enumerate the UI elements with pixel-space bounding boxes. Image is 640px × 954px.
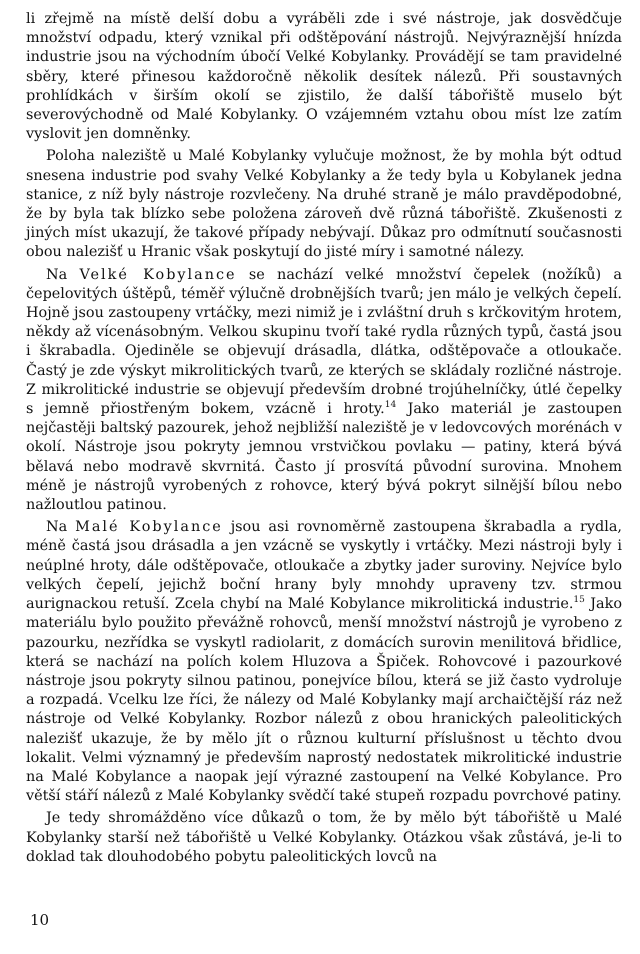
paragraph-2 xyxy=(26,147,622,262)
site-name-velka-kobylanka: Velké Kobylance xyxy=(79,266,237,283)
paragraph-2-text: Poloha naleziště u Malé Kobylanky vylučuje možnost, že by mohla být odtud snesena industrie pod svahy Velké Kobylanky a že tedy byla u Kobylanek jedna stanice, z níž byly nástroje rozvlečeny. Na druhé straně je málo pravděpodobné, že by byla tak blízko sebe položena zároveň dvě různá tábořiště. Zkušenosti z jiných míst ukazují, že takové případy nebývají. Důkaz pro odmítnutí současnosti obou nalezišť u Hranic však poskytují do jisté míry i samotné nálezy. xyxy=(26,148,622,261)
paragraph-4-text-c: Jako materiálu bylo použito převážně rohovců, menší množství nástrojů je vyrobeno z pazourku, nezřídka se vyskytl radiolarit, z domácích surovin menilitová břidlice, která se nachází na polích kolem Hluzova a Špiček. Rohovcové i pazourkové nástroje jsou pokryty silnou patinou, ponejvíce bílou, která se již často vydroluje a rozpadá. Vcelku lze říci, že nálezy od Malé Kobylanky mají archaičtější ráz než nástroje od Velké Kobylanky. Rozbor nálezů z obou hranických paleolitických nalezišť ukazuje, že by mělo jít o různou kulturní příslušnost u těchto dvou lokalit. Velmi významný je především naprostý nedostatek mikrolitické industrie na Malé Kobylance a naopak její výrazné zastoupení na Velké Kobylance. Pro větší stáří nálezů z Malé Kobylanky svědčí také stupeň rozpadu povrchové patiny. xyxy=(26,596,622,805)
paragraph-4 xyxy=(26,518,622,806)
paragraph-5-text: Je tedy shromážděno více důkazů o tom, že by mělo být tábořiště u Malé Kobylanky starší než tábořiště u Velké Kobylanky. Otázkou však zůstává, je-li to doklad tak dlouhodobého pobytu paleolitických lovců na xyxy=(26,810,622,865)
paragraph-3-text-c: Jako materiál je zastoupen nejčastěji baltský pazourek, jehož nejbližší naleziště je v ledovcových morénách v okolí. Nástroje jsou pokryty jemnou vrstvičkou povlaku — patiny, která bývá bělavá nebo modravě skvrnitá. Často jí prosvítá původní surovina. Mnohem méně je nástrojů vyrobených z rohovce, který bývá pokryt silnější bílou nebo nažloutlou patinou. xyxy=(26,401,622,514)
paragraph-3-text-a: Na xyxy=(46,266,80,283)
paragraph-3 xyxy=(26,266,622,516)
paragraph-1-text: li zřejmě na místě delší dobu a vyráběli zde i své nástroje, jak dosvědčuje množství odpadu, který vznikal při odštěpování nástrojů. Nejvýraznější hnízda industrie jsou na východním úbočí Velké Kobylanky. Provádějí se tam pravidelné sběry, které přinesou každoročně několik desítek nálezů. Při soustavných prohlídkách v širším okolí se zjistilo, že další tábořiště muselo být severovýchodně od Malé Kobylanky. O vzájemném vztahu obou míst lze zatím vyslovit jen domněnky. xyxy=(26,11,622,143)
body-text xyxy=(26,10,622,870)
page-number: 10 xyxy=(30,911,50,929)
paragraph-4-text-a: Na xyxy=(46,519,76,536)
paragraph-5 xyxy=(26,809,622,867)
paragraph-4-text-b: jsou asi rovnoměrně zastoupena škrabadla a rydla, méně častá jsou drásadla a jen vzácně se vyskytly i vrtáčky. Mezi nástroji byly i neúplné hroty, dále odštěpovače, otloukače a zbytky jader suroviny. Nejvíce bylo velkých čepelí, jejichž boční hrany byly mnohdy upraveny tzv. strmou aurignackou retuší. Zcela chybí na Malé Kobylance mikrolitická industrie. xyxy=(26,519,623,613)
footnote-ref-15: 15 xyxy=(573,595,585,606)
paragraph-3-text-b: se nachází velké množství čepelek (nožíků) a čepelovitých úštěpů, téměř výlučně drobnějších tvarů; jen málo je velkých čepelí. Hojně jsou zastoupeny vrtáčky, mezi nimiž je i zvláštní druh s krčkovitým hrotem, někdy až vícenásobným. Velkou skupinu tvoří také rydla různých typů, častá jsou i škrabadla. Ojediněle se objevují drásadla, dlátka, odštěpovače a otloukače. Častý je zde výskyt mikrolitických tvarů, ze kterých se skládaly rozličné nástroje. Z mikrolitické industrie se objevují především drobné trojúhelníčky, útlé čepelky s jemně přiostřeným bokem, vzácně i hroty. xyxy=(26,266,622,418)
footnote-ref-14: 14 xyxy=(384,400,397,411)
site-name-mala-kobylanka: Malé Kobylance xyxy=(75,519,223,536)
paragraph-1 xyxy=(26,10,622,144)
